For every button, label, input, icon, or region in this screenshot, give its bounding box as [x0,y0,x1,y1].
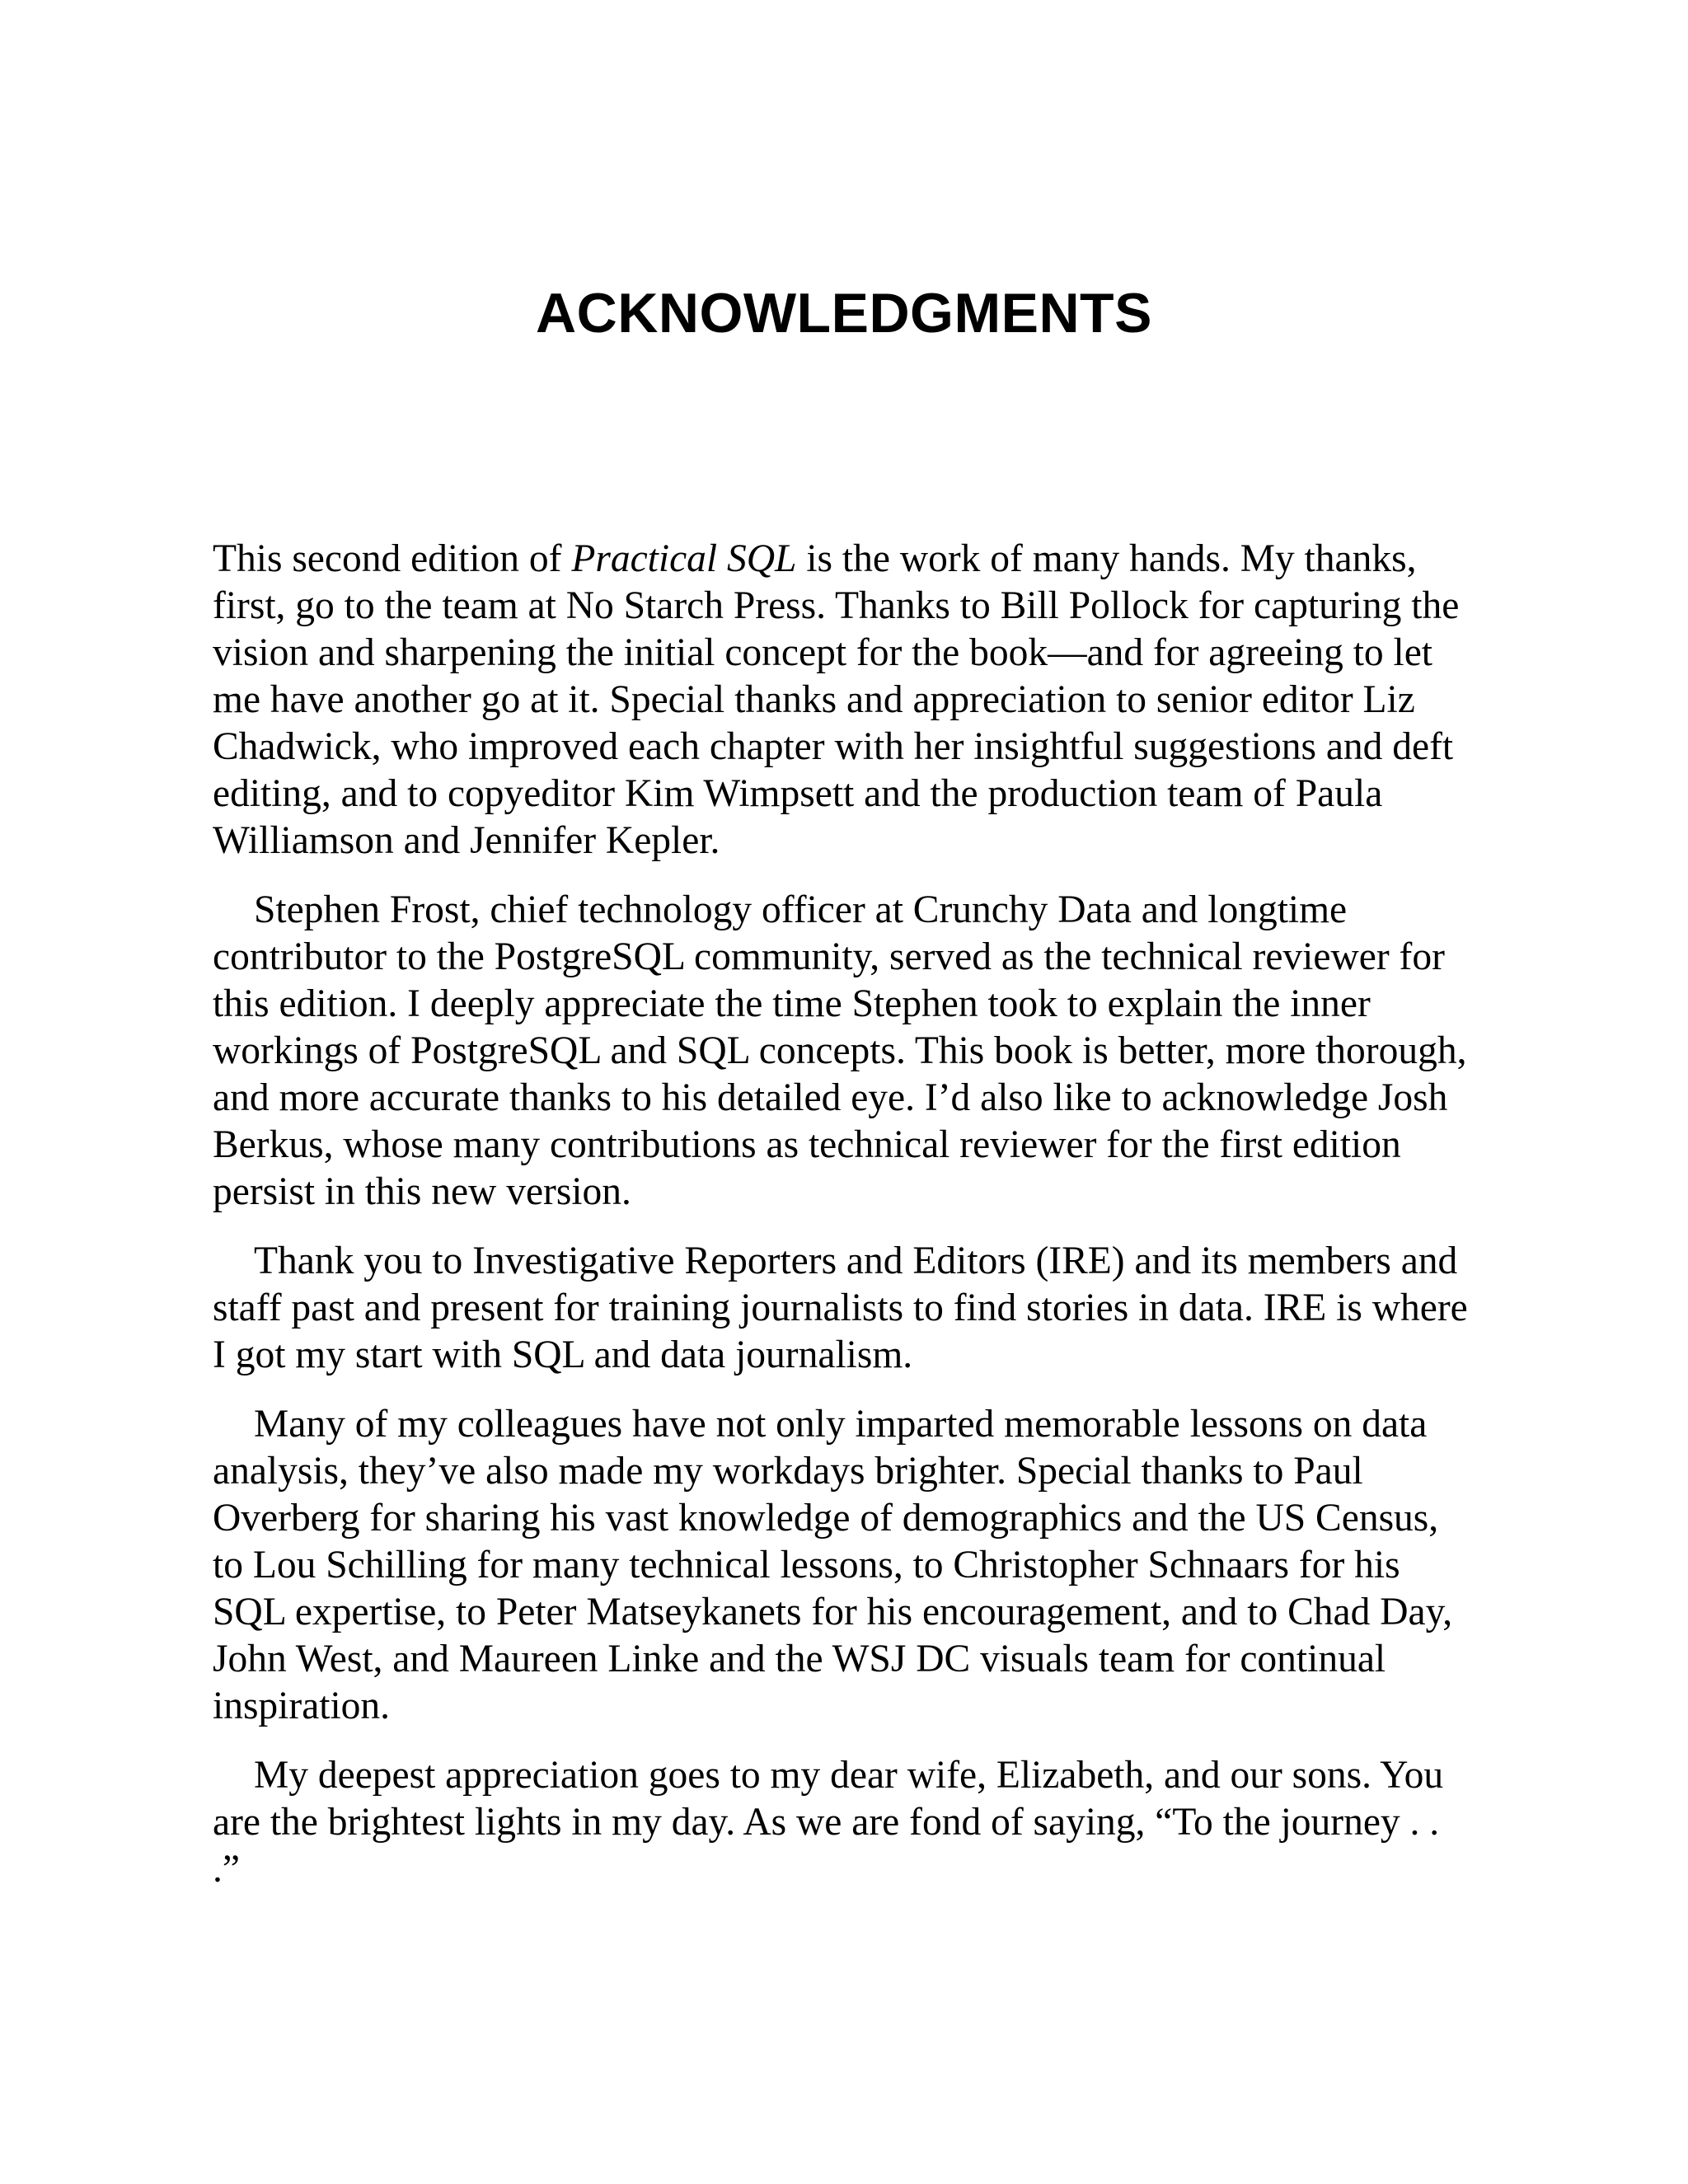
paragraph-5: My deepest appreciation goes to my dear wife, Elizabeth, and our sons. You are the brightest lights in my day. As we are fond of saying, “To the journey . . .” [213,1754,1444,1891]
paragraph-1 [213,536,1474,865]
page-title: ACKNOWLEDGMENTS [536,282,1152,344]
paragraph-3: Thank you to Investigative Reporters and Editors (IRE) and its members and staff past and present for training journalists to find stories in data. IRE is where I got my start with SQL and data journalism. [213,1240,1468,1376]
book-title: Practical SQL [571,537,797,580]
acknowledgments-body [213,536,1474,1893]
paragraph-2: Stephen Frost, chief technology officer at Crunchy Data and longtime contributor to the PostgreSQL community, served as the technical reviewer for this edition. I deeply appreciate the time Stephen took to explain the inner workings of PostgreSQL and SQL concepts. This book is better, more thorough, and more accurate thanks to his detailed eye. I’d also like to acknowledge Josh Berkus, whose many contributions as technical reviewer for the first edition persist in this new version. [213,888,1467,1213]
paragraph-1-lead-text: This second edition of [213,537,572,580]
paragraph-4: Many of my colleagues have not only imparted memorable lessons on data analysis, they’ve also made my workdays brighter. Special thanks to Paul Overberg for sharing his vast knowledge of demographics and the US Census, to Lou Schilling for many technical lessons, to Christopher Schnaars for his SQL expertise, to Peter Matseykanets for his encouragement, and to Chad Day, John West, and Maureen Linke and the WSJ DC visuals team for continual inspiration. [213,1403,1453,1727]
paragraph-1-text: is the work of many hands. My thanks, first, go to the team at No Starch Press. Thanks to Bill Pollock for capturing the vision and sharpening the initial concept for the book—and for agreeing to let me have another go at it. Special thanks and appreciation to senior editor Liz Chadwick, who improved each chapter with her insightful suggestions and deft editing, and to copyeditor Kim Wimpsett and the production team of Paula Williamson and Jennifer Kepler. [213,537,1460,862]
